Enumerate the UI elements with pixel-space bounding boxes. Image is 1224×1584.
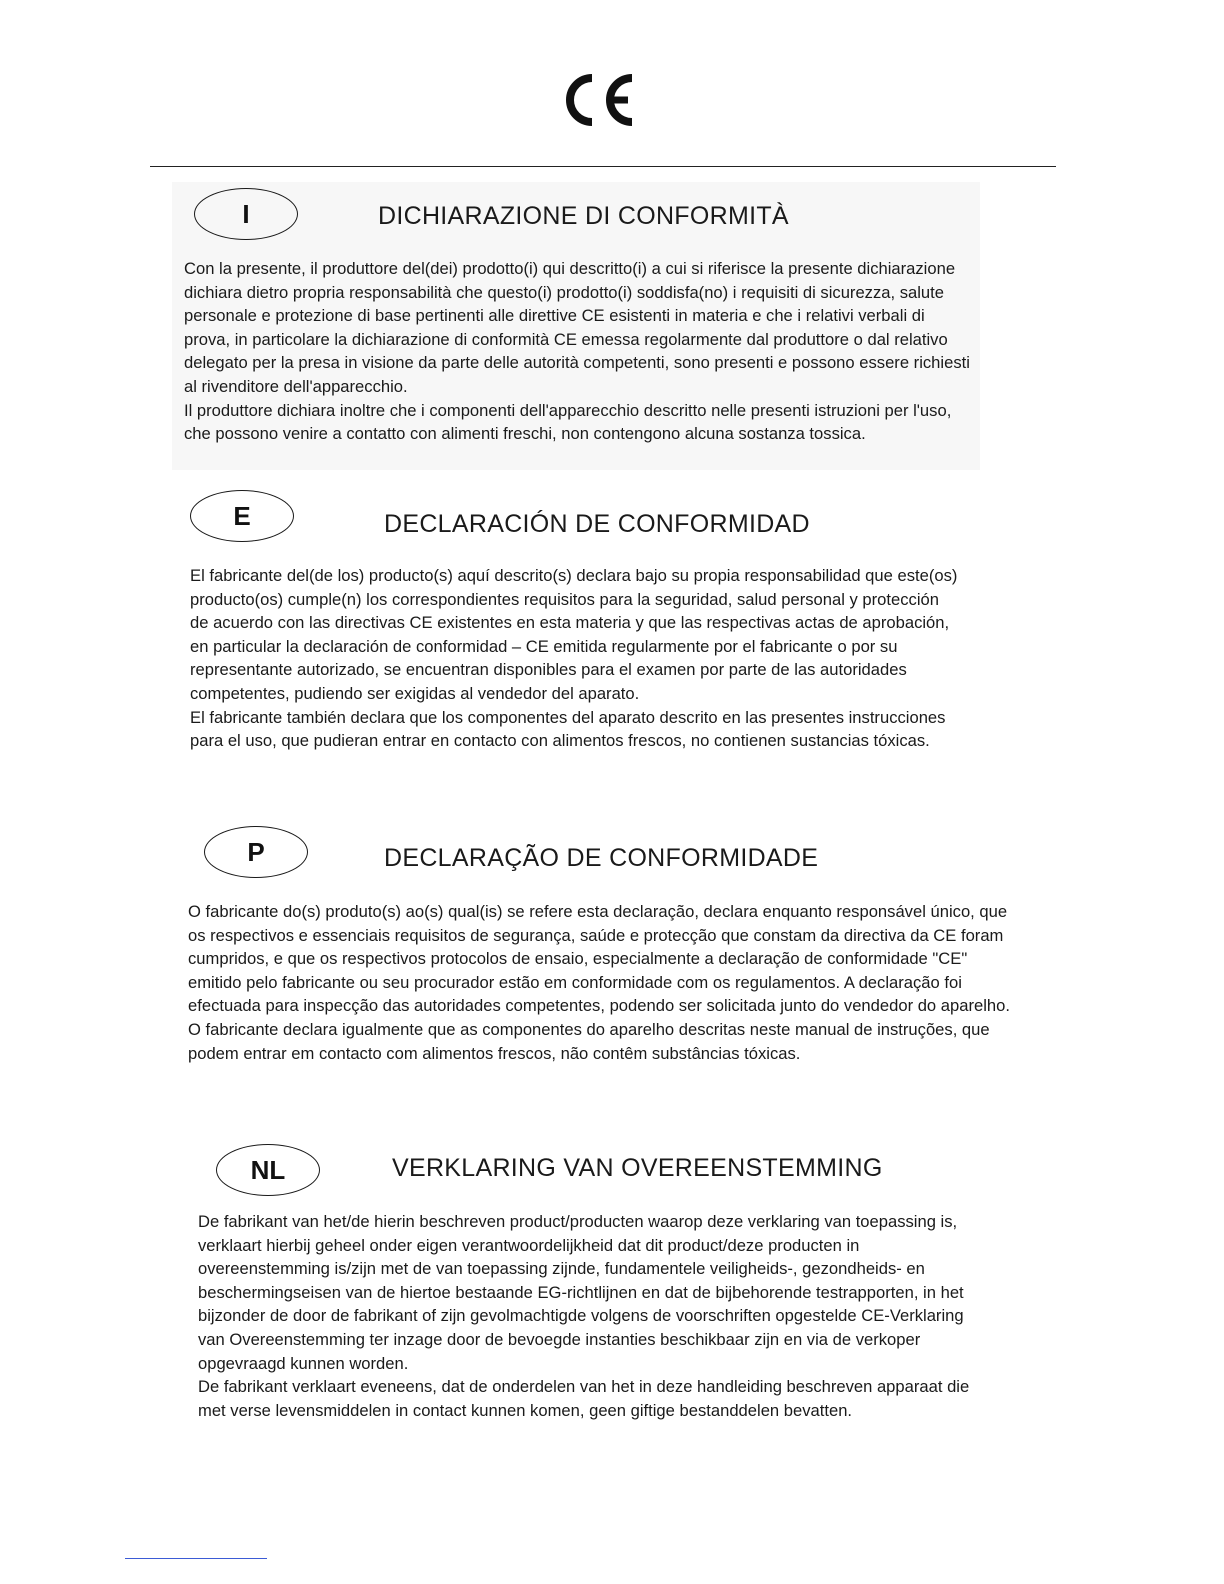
language-badge: E (190, 490, 294, 542)
section-heading: DECLARACIÓN DE CONFORMIDAD (384, 510, 810, 538)
section-heading: DECLARAÇÃO DE CONFORMIDADE (384, 844, 819, 872)
footnote-divider (125, 1558, 267, 1559)
ce-mark-logo (560, 72, 636, 128)
language-badge: I (194, 188, 298, 240)
body-paragraph: Con la presente, il produttore del(dei) prodotto(i) qui descritto(i) a cui si riferisce la presente dichiarazione dichiara dietro propria responsabilità che questo(i) prodotto(i) soddisfa(no) i requisiti di sicurezza, salute personale e protezione di base pertinenti alle direttive CE esistenti in materia e che i relativi verbali di prova, in particolare la dichiarazione di conformità CE emessa regolarmente dal produttore o dal relativo delegato per la presa in visione da parte delle autorità competenti, sono presenti e possono essere richiesti al rivenditore dell'apparecchio. (184, 259, 970, 396)
section-heading: VERKLARING VAN OVEREENSTEMMING (392, 1154, 883, 1182)
section-body (188, 900, 1016, 1065)
body-paragraph: De fabrikant van het/de hierin beschreven product/producten waarop deze verklaring van toepassing is, verklaart hierbij geheel onder eigen verantwoordelijkheid dat dit product/deze producten in overeenstemming is/zijn met de van toepassing zijnde, fundamentele veiligheids-, gezondheids- en beschermingseisen van de hiertoe bestaande EG-richtlijnen en dat de bijbehorende testrapporten, in het bijzonder de door de fabrikant of zijn gevolmachtigde volgens de voorschriften opgestelde CE-Verklaring van Overeenstemming ter inzage door de bevoegde instanties beschikbaar zijn en via de verkoper opgevraagd kunnen worden. (198, 1212, 964, 1373)
section-body (184, 257, 974, 446)
body-paragraph: El fabricante del(de los) producto(s) aquí descrito(s) declara bajo su propia responsabilidad que este(os) producto(os) cumple(n) los correspondientes requisitos para la seguridad, salud personal y protección de acuerdo con las directivas CE existentes en esta materia y que las respectivas actas de aprobación, en particular la declaración de conformidad – CE emitida regularmente por el fabricante o por su representante autorizado, se encuentran disponibles para el examen por parte de las autoridades competentes, pudiendo ser exigidas al vendedor del aparato. (190, 566, 958, 703)
header-divider (150, 166, 1056, 167)
body-paragraph: O fabricante do(s) produto(s) ao(s) qual(is) se refere esta declaração, declara enquanto responsável único, que os respectivos e essenciais requisitos de segurança, saúde e protecção que constam da directiva da CE foram cumpridos, e que os respectivos protocolos de ensaio, especialmente a declaração de conformidade "CE" emitido pelo fabricante ou seu procurador estão em conformidade com os regulamentos. A declaração foi efectuada para inspecção das autoridades competentes, podendo ser solicitada junto do vendedor do aparelho. (188, 902, 1010, 1016)
section-body (198, 1210, 980, 1422)
body-paragraph: De fabrikant verklaart eveneens, dat de onderdelen van het in deze handleiding beschreven apparaat die met verse levensmiddelen in contact kunnen komen, geen giftige bestanddelen bevatten. (198, 1377, 970, 1420)
language-badge: NL (216, 1144, 320, 1196)
body-paragraph: Il produttore dichiara inoltre che i componenti dell'apparecchio descritto nelle presenti istruzioni per l'uso, che possono venire a contatto con alimenti freschi, non contengono alcuna sostanza tossica. (184, 400, 952, 444)
section-heading: DICHIARAZIONE DI CONFORMITÀ (378, 202, 789, 230)
language-badge: P (204, 826, 308, 878)
body-paragraph: O fabricante declara igualmente que as componentes do aparelho descritas neste manual de instruções, que podem entrar em contacto com alimentos frescos, não contêm substâncias tóxicas. (188, 1019, 990, 1063)
body-paragraph: El fabricante también declara que los componentes del aparato descrito en las presentes instrucciones para el uso, que pudieran entrar en contacto con alimentos frescos, no contienen sustancias tóxicas. (190, 707, 946, 751)
section-italian (172, 182, 980, 470)
section-body (190, 564, 962, 753)
